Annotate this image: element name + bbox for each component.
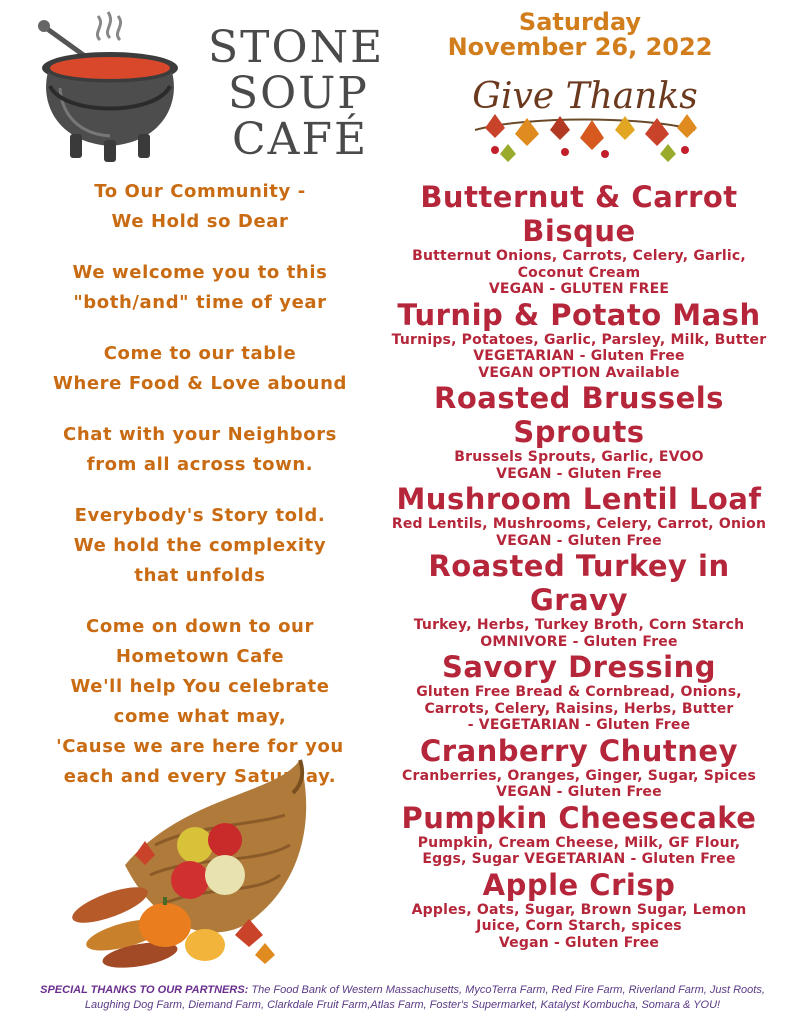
poem-stanza [20,339,380,399]
dish-description: VEGAN OPTION Available [478,364,680,381]
date-full: November 26, 2022 [447,33,713,61]
give-thanks-banner [455,68,715,186]
poem-line: Come to our table [103,343,297,364]
dish-description: Brussels Sprouts, Garlic, EVOO [454,449,704,465]
dish-description: OMNIVORE - Gluten Free [480,633,678,650]
dish-description: VEGAN - Gluten Free [496,532,662,549]
poem-line: We welcome you to this [72,262,328,283]
poem-line: Hometown Cafe [115,646,285,667]
poem-stanza [20,501,380,591]
dish-name: Mushroom Lentil Loaf [396,482,762,516]
poem-line: We Hold so Dear [111,211,289,232]
partners-footer [30,983,775,1013]
menu-item [370,381,788,482]
menu-list [370,180,788,951]
dish-description: VEGAN - GLUTEN FREE [488,281,670,297]
dish-description: VEGAN - Gluten Free [496,784,662,800]
poem-line: Come on down to our [86,616,314,637]
dish-name: Roasted Turkey in [428,549,730,583]
dish-description: Eggs, Sugar VEGETARIAN - Gluten Free [422,851,736,867]
poem-line: Everybody's Story told. [74,505,326,526]
dish-name: Roasted Brussels [434,381,724,415]
partners-text: The Food Bank of Western Massachusetts, MycoTerra Farm, Red Fire Farm, Riverland Farm, Just Roots, Laughing Dog Farm, Diemand Farm, Clarkdale Fruit Farm,Atlas Farm, Foster's Supermarket, Katalyst Kombucha, Somara & YOU! [84,984,765,1011]
menu-item [370,650,788,734]
dish-name: Sprouts [513,415,645,449]
poem-line: Where Food & Love abound [53,373,347,394]
dish-description: Apples, Oats, Sugar, Brown Sugar, Lemon [411,901,747,918]
dish-name: Apple Crisp [482,867,676,902]
poem-line: To Our Community - [94,181,306,202]
poem-line: from all across town. [86,454,314,475]
cornucopia-image [65,755,365,975]
dish-name: Turnip & Potato Mash [397,297,761,332]
stone-soup-logo [30,6,385,166]
dish-name: Butternut & Carrot [420,180,738,214]
poem-stanza [20,420,380,480]
poem-line: 'Cause we are here for you [56,736,344,757]
dish-description: Pumpkin, Cream Cheese, Milk, GF Flour, [417,834,741,851]
dish-description: - VEGETARIAN - Gluten Free [467,717,691,733]
poem-stanza [20,258,380,318]
menu-item [370,734,788,801]
cauldron-icon [30,6,210,166]
poem-stanza [20,177,380,237]
poem-line: each and every Saturday. [63,766,337,787]
dish-name: Cranberry Chutney [420,733,738,768]
dish-name: Gravy [530,583,628,617]
dish-description: Turkey, Herbs, Turkey Broth, Corn Starch [413,617,745,633]
poem-line: We hold the complexity [73,535,327,556]
dish-name: Bisque [522,214,636,248]
dish-description: Butternut Onions, Carrots, Celery, Garlic, [412,248,746,264]
dish-description: Carrots, Celery, Raisins, Herbs, Butter [424,700,734,717]
dish-description: Cranberries, Oranges, Ginger, Sugar, Spices [402,767,756,784]
date-day: Saturday [518,8,642,36]
dish-name: Savory Dressing [442,650,716,684]
menu-item [370,868,788,952]
partners-label: SPECIAL THANKS TO OUR PARTNERS: [40,984,249,996]
dish-name: Pumpkin Cheesecake [401,800,757,835]
menu-item [370,549,788,650]
give-thanks-text: Give Thanks [472,76,698,117]
dish-description: Turnips, Potatoes, Garlic, Parsley, Milk, Butter [391,331,767,348]
dish-description: Red Lentils, Mushrooms, Celery, Carrot, Onion [391,516,767,532]
menu-item [370,482,788,549]
poem-line: come what may, [113,706,287,727]
poem-line: Chat with your Neighbors [63,424,337,445]
dish-description: Juice, Corn Starch, spices [476,918,682,934]
dish-description: VEGAN - Gluten Free [496,465,662,482]
logo-word-cafe: CAFÉ [232,114,369,165]
dish-description: Vegan - Gluten Free [498,934,660,951]
autumn-leaves-icon [485,114,697,162]
dish-description: Coconut Cream [517,264,641,281]
poem [20,177,380,813]
poem-line: We'll help You celebrate [70,676,330,697]
logo-word-soup: SOUP [228,68,369,119]
poem-line: that unfolds [134,565,266,586]
poem-line: "both/and" time of year [73,292,327,313]
menu-item [370,801,788,868]
dish-description: Gluten Free Bread & Cornbread, Onions, [416,684,742,700]
menu-item [370,180,788,298]
dish-description: VEGETARIAN - Gluten Free [473,348,685,364]
logo-word-stone: STONE [208,22,385,73]
menu-item [370,298,788,382]
